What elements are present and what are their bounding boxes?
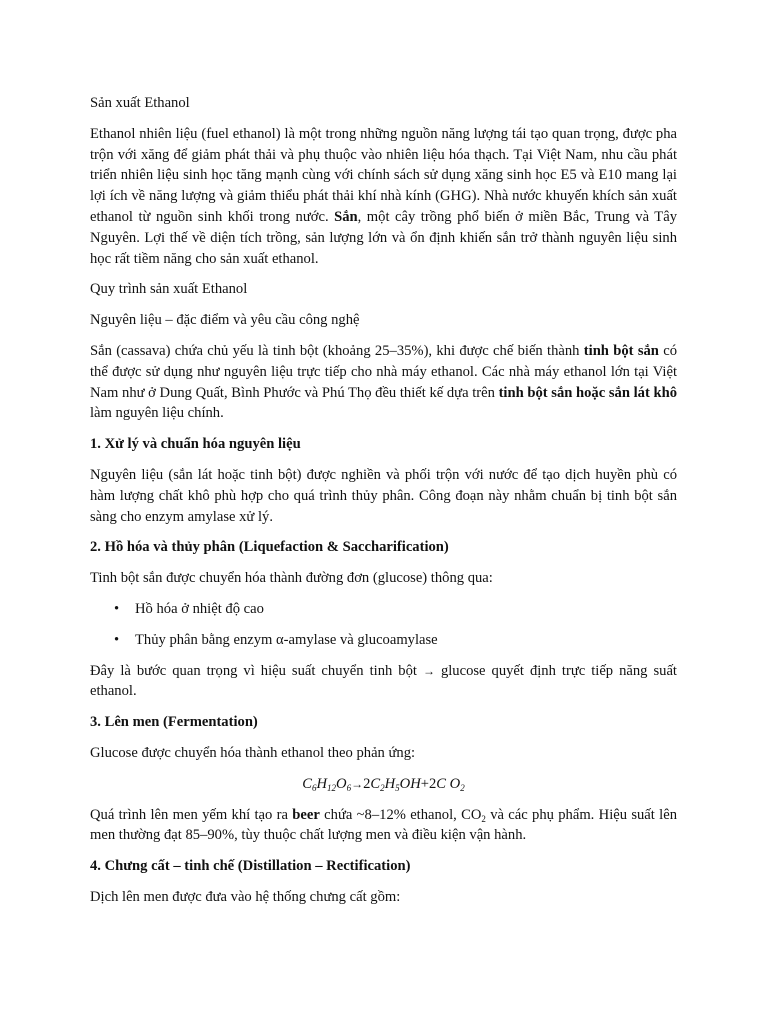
intro-bold: Sắn [334,208,358,225]
step2-note-text-end: glucose quyết định trực tiếp năng suất ethanol. [90,662,677,700]
step3-result-text: Quá trình lên men yếm khí tạo ra [90,806,293,823]
list-item: • Hồ hóa ở nhiệt độ cao [114,599,677,620]
material-bold-1: tinh bột sắn [583,342,659,359]
step3-paragraph: Glucose được chuyển hóa thành ethanol theo phản ứng: [90,744,416,761]
formula-sub: 2 [380,782,385,793]
intro-text: Ethanol nhiên liệu (fuel ethanol) là một trong những nguồn năng lượng tái tạo quan trọng, được pha trộn với xăng để giảm phát thải và phụ thuộc vào nhiên liệu hóa thạch. Tại Việt Nam, nhu cầu phát triển nhiên liệu sinh học tăng mạnh cùng với chính sách sử dụng xăng sinh học E5 và E10 mang lại lợi ích về năng lượng và giảm thiểu phát thải khí nhà kính (GHG). Nhà nước khuyến khích sản xuất ethanol từ nguồn sinh khối trong nước. [90,125,677,225]
formula-c: C [302,775,312,792]
step1-paragraph: Nguyên liệu (sắn lát hoặc tinh bột) được nghiền và phối trộn với nước để tạo dịch huyền phù có hàm lượng chất khô phù hợp cho quá trình thủy phân. Công đoạn này nhằm chuẩn bị tinh bột sắn sàng cho enzym amylase xử lý. [90,466,677,525]
intro-text-end: , một cây trồng phổ biến ở miền Bắc, Trung và Tây Nguyên. Lợi thế về diện tích trồng, sản lượng lớn và ổn định khiến sắn trở thành nguyên liệu sinh học rất tiềm năng cho sản xuất ethanol. [90,208,677,267]
formula-sub: 2 [481,813,486,824]
document-body [90,93,677,918]
step3-result-mid: chứa ~8–12% ethanol, CO [319,806,482,823]
material-paragraph [90,341,677,424]
formula-oh: OH [399,775,421,792]
step4-heading-text: 4. Chưng cất – tinh chế (Distillation – Rectification) [90,858,411,875]
formula-sub: 2 [460,782,465,793]
step4-heading [90,856,677,877]
formula-sub: 5 [395,782,400,793]
step3-result-end: và các phụ phẩm. Hiệu suất lên men thường đạt 85–90%, tùy thuộc chất lượng men và điều kiện vận hành. [90,806,677,844]
material-text-3: làm nguyên liệu chính. [90,405,224,422]
step2-heading [90,537,677,558]
formula-sub: 6 [346,782,352,793]
intro-paragraph [90,124,677,270]
step2-bullet-list [90,599,677,651]
step3-heading-text: 3. Lên men (Fermentation) [90,714,258,731]
step2-note-text: Đây là bước quan trọng vì hiệu suất chuyển tinh bột [90,662,423,679]
material-text-1: Sắn (cassava) chứa chủ yếu là tinh bột (khoảng 25–35%), khi được chế biến thành [90,342,584,359]
step1-heading [90,434,677,455]
step4-paragraph: Dịch lên men được đưa vào hệ thống chưng cất gồm: [90,888,401,905]
step2-heading-text: 2. Hồ hóa và thủy phân (Liquefaction & Saccharification) [90,539,449,556]
step3-result-paragraph [90,805,677,847]
material-bold-2: tinh bột sắn hoặc sắn lát khô [498,384,677,401]
material-text-2: có thể được sử dụng như nguyên liệu trực tiếp cho nhà máy ethanol. Các nhà máy ethanol lớn tại Việt Nam như ở Dung Quất, Bình Phước và Phú Thọ đều thiết kế dựa trên [90,342,677,401]
formula-sub: 6 [312,782,317,793]
formula-h: H [384,775,396,792]
process-heading: Quy trình sản xuất Ethanol [90,281,248,298]
list-item: • Thủy phân bằng enzym α-amylase và glucoamylase [114,630,677,651]
document-title: Sản xuất Ethanol [90,95,190,111]
step2-paragraph: Tinh bột sắn được chuyển hóa thành đường đơn (glucose) thông qua: [90,570,493,587]
step3-heading [90,712,677,733]
formula-coef: 2 [363,775,371,792]
formula-sub: 12 [327,782,337,793]
formula-c: C [370,775,381,792]
step1-heading-text: 1. Xử lý và chuẩn hóa nguyên liệu [90,436,301,453]
formula-coef: 2 [429,775,437,792]
formula-h: H [316,775,328,792]
formula-o: O [336,775,347,792]
step3-result-bold: beer [292,806,320,823]
arrow-icon: → [422,663,435,678]
step2-note [90,661,677,703]
formula-co: C O [436,775,461,792]
material-heading: Nguyên liệu – đặc điểm và yêu cầu công nghệ [90,312,360,329]
formula-plus: + [420,775,429,792]
reaction-formula [90,774,677,795]
arrow-icon: → [351,776,364,791]
